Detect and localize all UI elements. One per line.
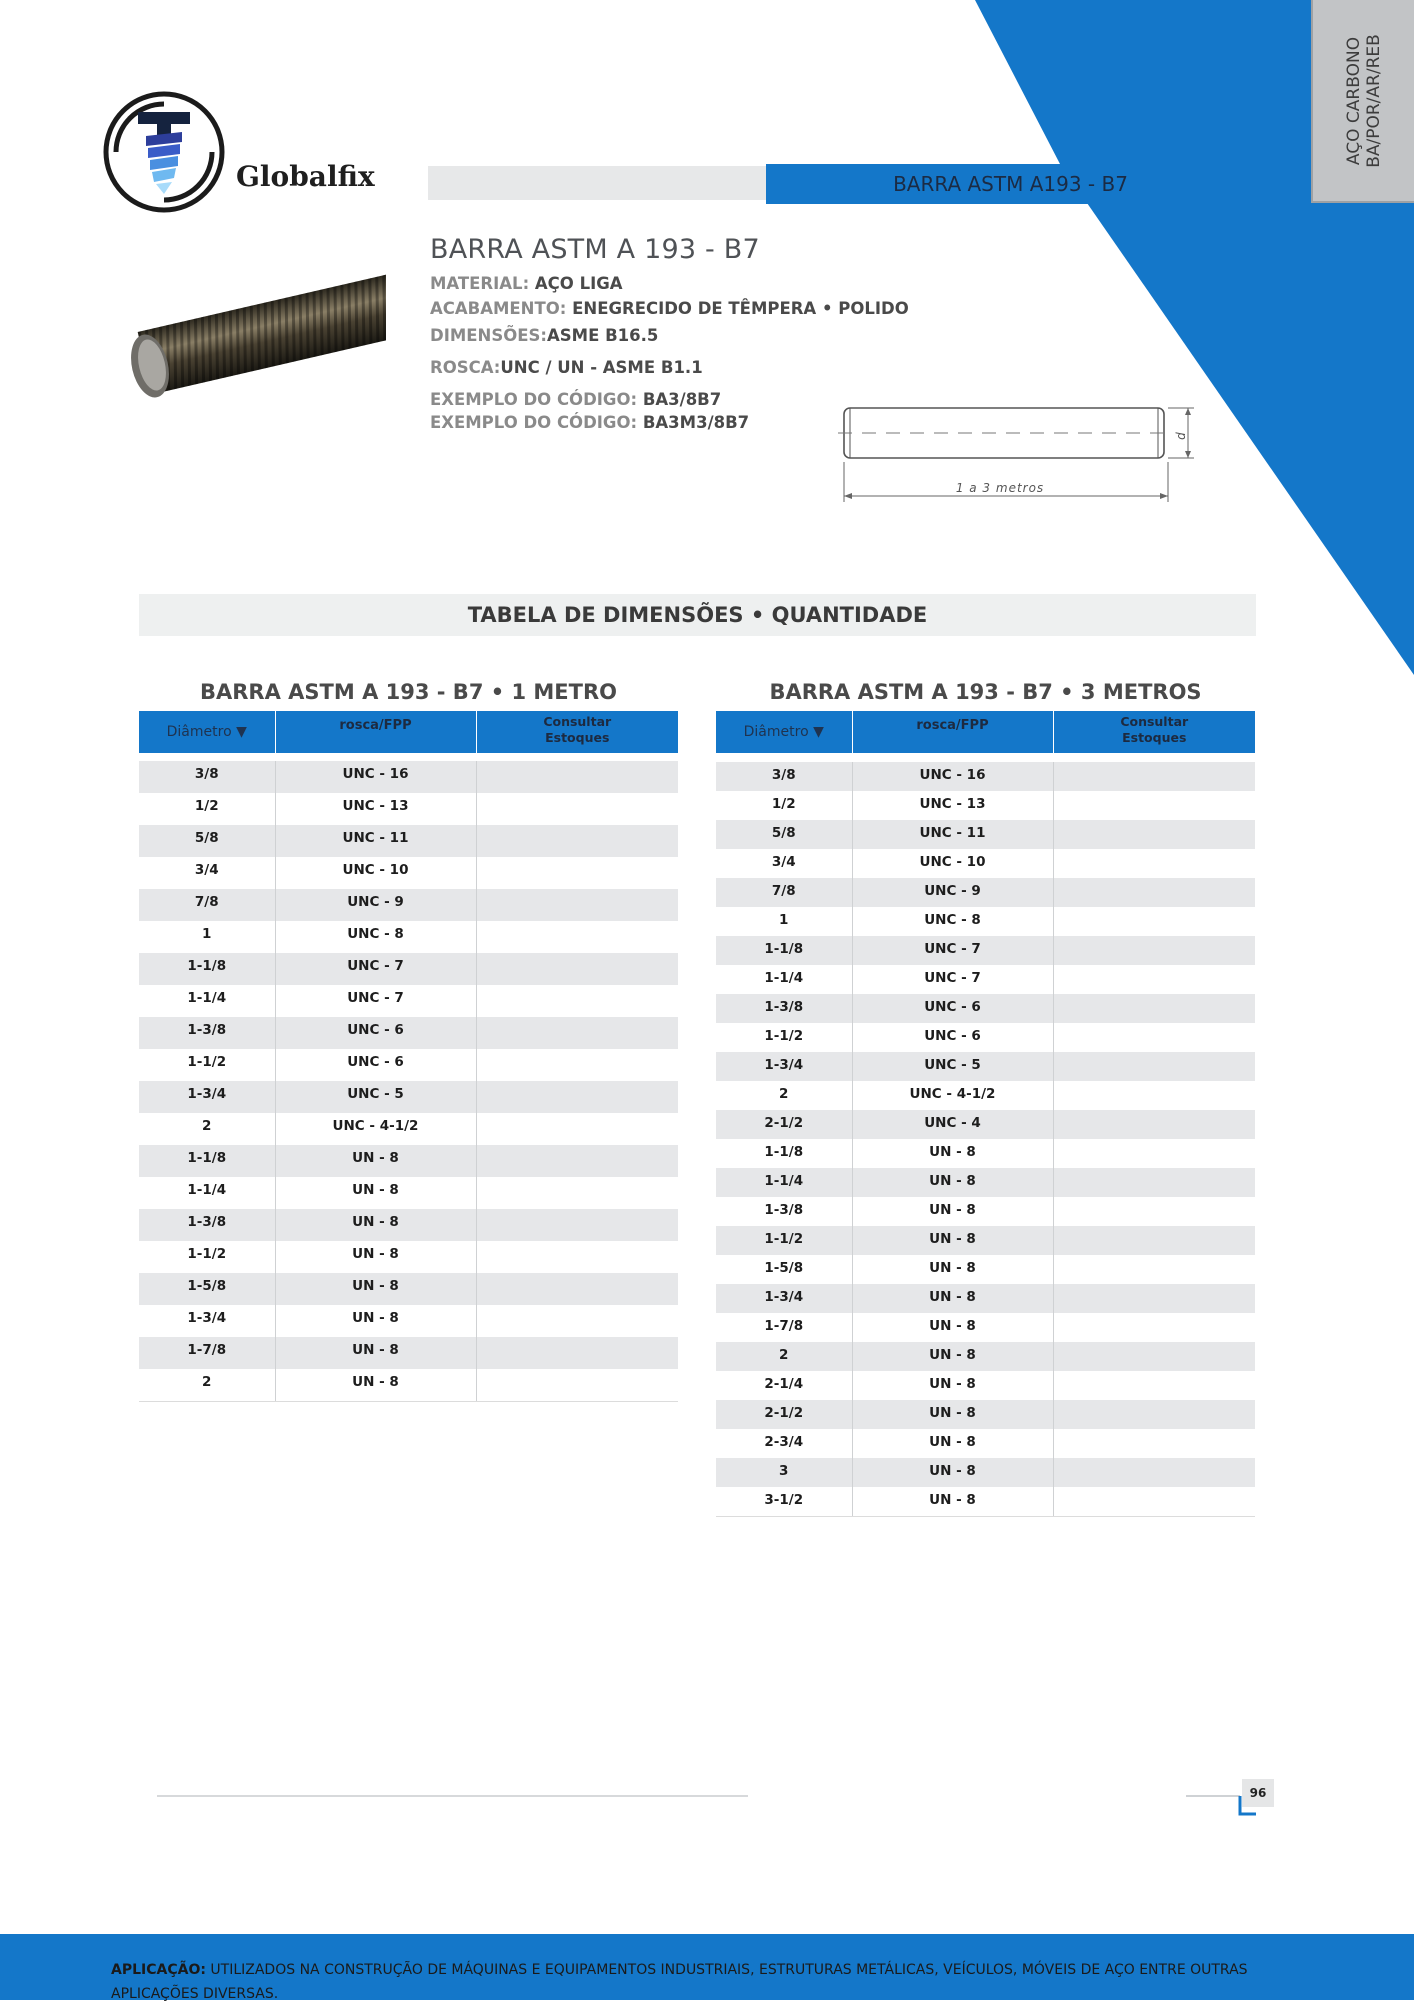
cell-thread: UNC - 4-1/2 bbox=[275, 1113, 476, 1145]
cell-diameter: 1-3/8 bbox=[716, 994, 852, 1023]
cell-stock[interactable] bbox=[1053, 1168, 1255, 1197]
globalfix-logo-icon bbox=[102, 90, 226, 214]
table-row bbox=[139, 1209, 678, 1241]
cell-diameter: 2 bbox=[716, 1342, 852, 1371]
cell-diameter: 1-1/2 bbox=[764, 1028, 804, 1044]
cell-thread: UNC - 6 bbox=[275, 1017, 476, 1049]
cell-diameter: 3-1/2 bbox=[716, 1487, 852, 1516]
cell-stock[interactable] bbox=[1053, 762, 1255, 791]
cell-stock[interactable] bbox=[1053, 1052, 1255, 1081]
spec-code-label-1: EXEMPLO DO CÓDIGO: bbox=[430, 390, 638, 409]
table-row bbox=[716, 994, 1255, 1023]
spec-dimensions-value: ASME B16.5 bbox=[547, 326, 659, 345]
table-row bbox=[716, 849, 1255, 878]
cell-stock[interactable] bbox=[1053, 849, 1255, 878]
cell-thread: UN - 8 bbox=[852, 1342, 1053, 1371]
table-1m-title: BARRA ASTM A 193 - B7 • 1 METRO bbox=[200, 680, 617, 704]
table-3m-header-stock-line2: Estoques bbox=[1122, 730, 1187, 745]
cell-stock[interactable] bbox=[1053, 1110, 1255, 1139]
table-row bbox=[139, 825, 678, 857]
cell-thread: UNC - 10 bbox=[275, 857, 476, 889]
header-bar-gray bbox=[428, 166, 766, 200]
cell-thread: UN - 8 bbox=[275, 1369, 476, 1401]
cell-stock[interactable] bbox=[476, 921, 678, 953]
cell-diameter: 1-3/4 bbox=[139, 1081, 275, 1113]
spec-code-value-1: BA3/8B7 bbox=[637, 390, 722, 409]
table-row bbox=[139, 1369, 678, 1401]
table-row bbox=[139, 953, 678, 985]
cell-diameter: 1-1/8 bbox=[716, 936, 852, 965]
cell-thread: UNC - 16 bbox=[852, 762, 1053, 791]
cell-stock[interactable] bbox=[1053, 907, 1255, 936]
table-1m bbox=[139, 711, 678, 1402]
cell-stock[interactable] bbox=[1053, 1371, 1255, 1400]
spec-thread-value: UNC / UN - ASME B1.1 bbox=[500, 358, 703, 377]
cell-thread: UNC - 8 bbox=[852, 907, 1053, 936]
cell-stock[interactable] bbox=[1053, 1429, 1255, 1458]
cell-thread: UN - 8 bbox=[852, 1255, 1053, 1284]
cell-diameter: 2 bbox=[139, 1369, 275, 1401]
cell-thread: UN - 8 bbox=[852, 1168, 1053, 1197]
table-row bbox=[716, 762, 1255, 791]
table-row bbox=[139, 1177, 678, 1209]
cell-stock[interactable] bbox=[1053, 1081, 1255, 1110]
application-description: UTILIZADOS NA CONSTRUÇÃO DE MÁQUINAS E EQUIPAMENTOS INDUSTRIAIS, ESTRUTURAS METÁLICAS, VEÍCULOS, MÓVEIS DE AÇO ENTRE OUTRAS APLICAÇÕES DIVERSAS. bbox=[111, 1962, 1248, 2002]
cell-diameter: 1 bbox=[202, 926, 212, 942]
page-number: 96 bbox=[1242, 1779, 1274, 1807]
cell-diameter: 1-1/4 bbox=[187, 1182, 227, 1198]
length-label: 1 a 3 metros bbox=[955, 481, 1045, 495]
cell-diameter: 3/4 bbox=[194, 862, 219, 878]
table-3m-title: BARRA ASTM A 193 - B7 • 3 METROS bbox=[769, 680, 1202, 704]
table-row bbox=[139, 1113, 678, 1145]
cell-stock[interactable] bbox=[476, 825, 678, 857]
spec-dimensions bbox=[430, 326, 658, 345]
cell-thread: UNC - 7 bbox=[852, 936, 1053, 965]
cell-diameter: 1-3/4 bbox=[716, 1284, 852, 1313]
cell-thread: UNC - 13 bbox=[275, 793, 476, 825]
header-title: BARRA ASTM A193 - B7 bbox=[893, 172, 1128, 196]
cell-stock[interactable] bbox=[476, 761, 678, 793]
cell-thread: UN - 8 bbox=[275, 1177, 476, 1209]
category-line-2: BA/POR/AR/REB bbox=[1363, 33, 1384, 168]
dimensions-table-banner-title: TABELA DE DIMENSÕES • QUANTIDADE bbox=[467, 603, 928, 627]
cell-thread: UN - 8 bbox=[852, 1197, 1053, 1226]
cell-diameter: 7/8 bbox=[716, 878, 852, 907]
dimensions-table-banner bbox=[139, 594, 1256, 636]
cell-thread: UNC - 9 bbox=[852, 878, 1053, 907]
cell-diameter: 1-7/8 bbox=[764, 1318, 804, 1334]
table-row bbox=[716, 1487, 1255, 1516]
application-text bbox=[111, 1958, 1311, 2006]
cell-stock[interactable] bbox=[476, 1145, 678, 1177]
cell-thread: UNC - 4-1/2 bbox=[852, 1081, 1053, 1110]
rod-technical-drawing bbox=[838, 400, 1204, 505]
cell-stock[interactable] bbox=[476, 1049, 678, 1081]
table-row bbox=[716, 1400, 1255, 1429]
cell-stock[interactable] bbox=[476, 985, 678, 1017]
spec-code-example-2 bbox=[430, 413, 749, 432]
cell-diameter: 1-1/8 bbox=[139, 953, 275, 985]
cell-thread: UN - 8 bbox=[852, 1284, 1053, 1313]
cell-diameter: 1-5/8 bbox=[764, 1260, 804, 1276]
cell-stock[interactable] bbox=[1053, 1139, 1255, 1168]
cell-thread: UNC - 6 bbox=[852, 1023, 1053, 1052]
cell-thread: UNC - 16 bbox=[275, 761, 476, 793]
table-row bbox=[716, 936, 1255, 965]
product-title: BARRA ASTM A 193 - B7 bbox=[430, 234, 760, 265]
spec-code-label-2: EXEMPLO DO CÓDIGO: bbox=[430, 413, 638, 432]
footer-divider bbox=[157, 1795, 748, 1797]
spec-thread bbox=[430, 358, 703, 377]
cell-thread: UN - 8 bbox=[852, 1400, 1053, 1429]
table-row bbox=[716, 1023, 1255, 1052]
cell-diameter: 1-7/8 bbox=[139, 1337, 275, 1369]
cell-diameter: 2-3/4 bbox=[764, 1434, 804, 1450]
cell-stock[interactable] bbox=[476, 857, 678, 889]
cell-diameter: 3/8 bbox=[716, 762, 852, 791]
cell-diameter: 1/2 bbox=[194, 798, 219, 814]
cell-diameter: 5/8 bbox=[716, 820, 852, 849]
diameter-label: d bbox=[1174, 432, 1188, 440]
cell-stock[interactable] bbox=[1053, 820, 1255, 849]
cell-diameter: 1-1/4 bbox=[187, 990, 227, 1006]
cell-diameter: 1-3/4 bbox=[187, 1310, 227, 1326]
cell-thread: UNC - 11 bbox=[275, 825, 476, 857]
table-row bbox=[716, 1313, 1255, 1342]
table-row bbox=[139, 793, 678, 825]
cell-stock[interactable] bbox=[1053, 791, 1255, 820]
table-row bbox=[716, 1052, 1255, 1081]
cell-thread: UNC - 8 bbox=[275, 921, 476, 953]
cell-stock[interactable] bbox=[1053, 936, 1255, 965]
cell-stock[interactable] bbox=[1053, 1487, 1255, 1516]
application-label: APLICAÇÃO: bbox=[111, 1962, 206, 1978]
table-row bbox=[716, 1110, 1255, 1139]
cell-thread: UN - 8 bbox=[852, 1487, 1053, 1516]
table-row bbox=[139, 1241, 678, 1273]
threaded-rod-image bbox=[122, 268, 386, 408]
table-3m-header-stock[interactable] bbox=[1053, 711, 1255, 753]
table-row bbox=[139, 985, 678, 1017]
cell-thread: UN - 8 bbox=[275, 1273, 476, 1305]
cell-thread: UN - 8 bbox=[275, 1305, 476, 1337]
category-line-1: AÇO CARBONO bbox=[1343, 36, 1364, 165]
cell-diameter: 1 bbox=[779, 912, 789, 928]
cell-thread: UN - 8 bbox=[275, 1209, 476, 1241]
cell-diameter: 1/2 bbox=[771, 796, 796, 812]
cell-stock[interactable] bbox=[1053, 1342, 1255, 1371]
table-row bbox=[716, 1371, 1255, 1400]
table-row bbox=[716, 1458, 1255, 1487]
cell-diameter: 2 bbox=[202, 1118, 212, 1134]
cell-stock[interactable] bbox=[476, 1177, 678, 1209]
cell-diameter: 1-1/4 bbox=[764, 970, 804, 986]
cell-diameter: 3/8 bbox=[139, 761, 275, 793]
cell-thread: UN - 8 bbox=[275, 1241, 476, 1273]
cell-stock[interactable] bbox=[1053, 1226, 1255, 1255]
table-1m-header-diameter[interactable]: Diâmetro ▼ bbox=[139, 711, 275, 753]
table-3m bbox=[716, 711, 1255, 1517]
table-row bbox=[139, 1049, 678, 1081]
cell-diameter: 2 bbox=[779, 1086, 789, 1102]
cell-thread: UN - 8 bbox=[852, 1139, 1053, 1168]
table-row bbox=[716, 791, 1255, 820]
cell-diameter: 3/4 bbox=[771, 854, 796, 870]
cell-stock[interactable] bbox=[1053, 1313, 1255, 1342]
cell-thread: UNC - 5 bbox=[275, 1081, 476, 1113]
table-row bbox=[139, 1145, 678, 1177]
table-row bbox=[716, 1168, 1255, 1197]
cell-diameter: 5/8 bbox=[139, 825, 275, 857]
cell-diameter: 1-3/8 bbox=[764, 1202, 804, 1218]
table-spacer bbox=[139, 753, 678, 761]
table-1m-header-thread: rosca/FPP bbox=[275, 711, 476, 753]
cell-thread: UNC - 6 bbox=[852, 994, 1053, 1023]
category-side-tab[interactable] bbox=[1311, 0, 1414, 203]
cell-stock[interactable] bbox=[1053, 1284, 1255, 1313]
table-row bbox=[716, 820, 1255, 849]
cell-stock[interactable] bbox=[476, 953, 678, 985]
table-row bbox=[716, 1081, 1255, 1110]
cell-diameter: 2-1/4 bbox=[764, 1376, 804, 1392]
cell-thread: UN - 8 bbox=[852, 1429, 1053, 1458]
cell-thread: UNC - 6 bbox=[275, 1049, 476, 1081]
brand-name: Globalfix bbox=[236, 160, 375, 193]
cell-diameter: 1-3/8 bbox=[139, 1209, 275, 1241]
spec-material-value: AÇO LIGA bbox=[529, 274, 623, 293]
table-row bbox=[716, 1284, 1255, 1313]
table-row bbox=[139, 1305, 678, 1337]
cell-thread: UNC - 7 bbox=[275, 953, 476, 985]
cell-stock[interactable] bbox=[1053, 1255, 1255, 1284]
category-side-tab-label bbox=[1344, 34, 1384, 168]
cell-diameter: 1-1/8 bbox=[764, 1144, 804, 1160]
table-row bbox=[716, 1139, 1255, 1168]
cell-stock[interactable] bbox=[476, 1113, 678, 1145]
cell-stock[interactable] bbox=[1053, 1023, 1255, 1052]
spec-finish-label: ACABAMENTO: bbox=[430, 299, 567, 318]
cell-thread: UN - 8 bbox=[275, 1337, 476, 1369]
table-row bbox=[716, 1342, 1255, 1371]
cell-stock[interactable] bbox=[476, 1305, 678, 1337]
cell-stock[interactable] bbox=[476, 1241, 678, 1273]
spec-code-example-1 bbox=[430, 390, 721, 409]
cell-diameter: 1-1/4 bbox=[716, 1168, 852, 1197]
cell-stock[interactable] bbox=[1053, 965, 1255, 994]
cell-diameter: 1-1/2 bbox=[187, 1246, 227, 1262]
table-row bbox=[139, 857, 678, 889]
cell-stock[interactable] bbox=[476, 1017, 678, 1049]
spec-dimensions-label: DIMENSÕES: bbox=[430, 326, 547, 345]
cell-diameter: 2-1/2 bbox=[716, 1400, 852, 1429]
cell-diameter: 1-3/4 bbox=[716, 1052, 852, 1081]
cell-diameter: 3 bbox=[716, 1458, 852, 1487]
table-row bbox=[716, 907, 1255, 936]
spec-code-value-2: BA3M3/8B7 bbox=[637, 413, 750, 432]
spec-finish-value: ENEGRECIDO DE TÊMPERA • POLIDO bbox=[566, 299, 909, 318]
cell-thread: UN - 8 bbox=[852, 1458, 1053, 1487]
cell-thread: UNC - 7 bbox=[852, 965, 1053, 994]
cell-stock[interactable] bbox=[476, 793, 678, 825]
cell-stock[interactable] bbox=[1053, 1400, 1255, 1429]
table-row bbox=[716, 1226, 1255, 1255]
table-row bbox=[716, 1255, 1255, 1284]
cell-thread: UNC - 4 bbox=[852, 1110, 1053, 1139]
cell-stock[interactable] bbox=[476, 1273, 678, 1305]
table-row bbox=[139, 1337, 678, 1369]
table-row bbox=[716, 1197, 1255, 1226]
cell-thread: UN - 8 bbox=[852, 1226, 1053, 1255]
table-row bbox=[716, 878, 1255, 907]
table-row bbox=[716, 965, 1255, 994]
table-row bbox=[139, 1017, 678, 1049]
cell-stock[interactable] bbox=[1053, 994, 1255, 1023]
header-bar bbox=[766, 164, 1255, 204]
spec-material bbox=[430, 274, 623, 293]
cell-diameter: 2-1/2 bbox=[716, 1110, 852, 1139]
cell-stock[interactable] bbox=[476, 1209, 678, 1241]
cell-thread: UN - 8 bbox=[275, 1145, 476, 1177]
cell-stock[interactable] bbox=[476, 1337, 678, 1369]
spec-finish bbox=[430, 299, 909, 318]
table-row bbox=[139, 921, 678, 953]
table-3m-header-stock-line1: Consultar bbox=[1120, 714, 1189, 729]
cell-stock[interactable] bbox=[1053, 878, 1255, 907]
cell-thread: UNC - 9 bbox=[275, 889, 476, 921]
cell-thread: UNC - 5 bbox=[852, 1052, 1053, 1081]
table-1m-header-stock[interactable] bbox=[476, 711, 678, 753]
table-3m-header-thread: rosca/FPP bbox=[852, 711, 1053, 753]
cell-stock[interactable] bbox=[1053, 1197, 1255, 1226]
table-spacer bbox=[716, 753, 1255, 762]
table-row bbox=[716, 1429, 1255, 1458]
cell-thread: UN - 8 bbox=[852, 1371, 1053, 1400]
cell-thread: UNC - 10 bbox=[852, 849, 1053, 878]
table-1m-header-stock-line2: Estoques bbox=[545, 730, 610, 745]
table-1m-header-stock-line1: Consultar bbox=[543, 714, 612, 729]
cell-diameter: 1-1/8 bbox=[139, 1145, 275, 1177]
spec-thread-label: ROSCA: bbox=[430, 358, 501, 377]
cell-stock[interactable] bbox=[476, 1081, 678, 1113]
table-3m-header-diameter[interactable]: Diâmetro ▼ bbox=[716, 711, 852, 753]
cell-diameter: 7/8 bbox=[139, 889, 275, 921]
cell-diameter: 1-3/8 bbox=[139, 1017, 275, 1049]
table-row bbox=[139, 1273, 678, 1305]
table-row bbox=[139, 1081, 678, 1113]
table-row bbox=[139, 761, 678, 793]
table-row bbox=[139, 889, 678, 921]
spec-material-label: MATERIAL: bbox=[430, 274, 530, 293]
cell-thread: UNC - 7 bbox=[275, 985, 476, 1017]
cell-thread: UNC - 13 bbox=[852, 791, 1053, 820]
cell-stock[interactable] bbox=[1053, 1458, 1255, 1487]
cell-diameter: 1-5/8 bbox=[139, 1273, 275, 1305]
application-footer-bar bbox=[0, 1934, 1414, 2000]
cell-stock[interactable] bbox=[476, 1369, 678, 1401]
cell-stock[interactable] bbox=[476, 889, 678, 921]
cell-thread: UN - 8 bbox=[852, 1313, 1053, 1342]
cell-thread: UNC - 11 bbox=[852, 820, 1053, 849]
cell-diameter: 1-1/2 bbox=[187, 1054, 227, 1070]
cell-diameter: 1-1/2 bbox=[716, 1226, 852, 1255]
